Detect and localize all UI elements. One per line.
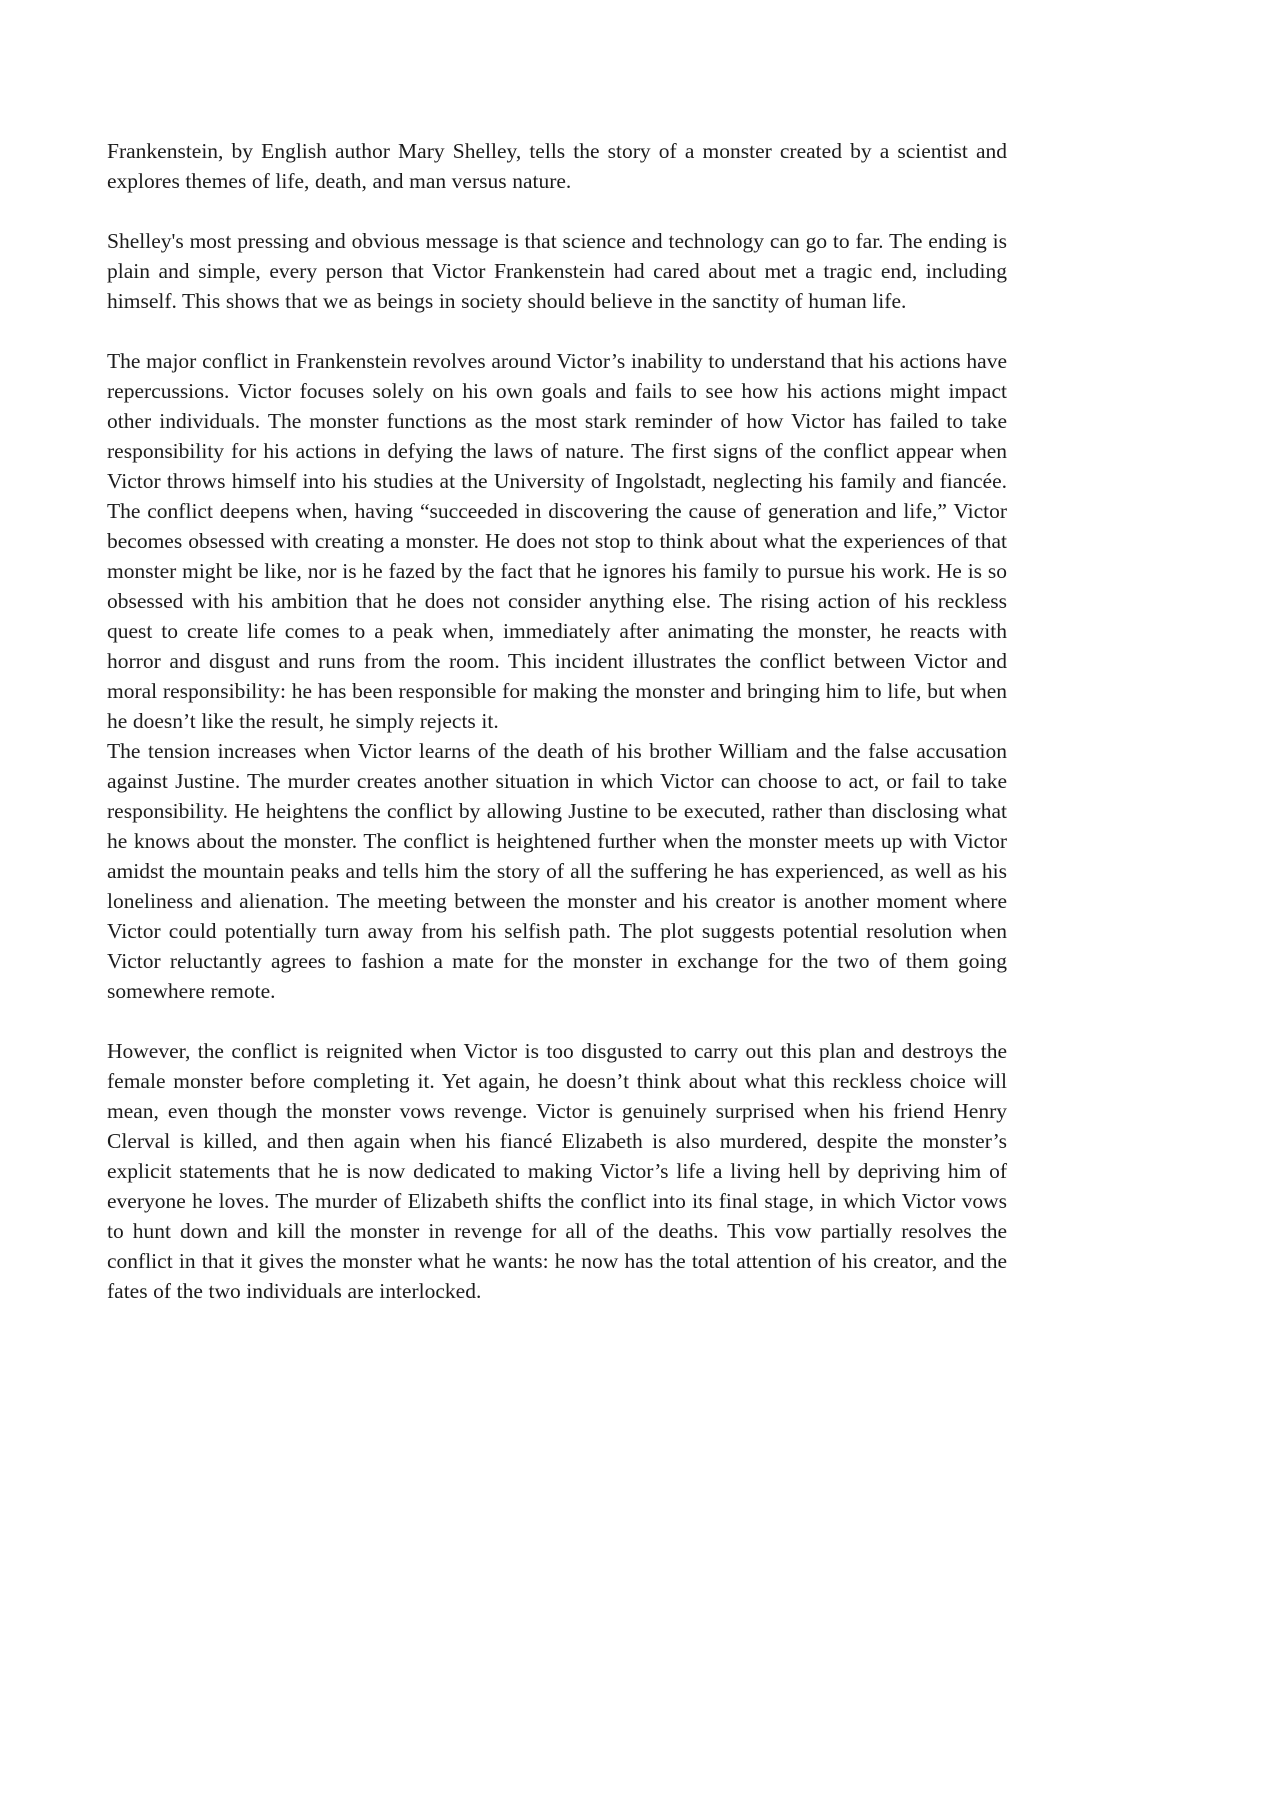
paragraph-reignited: However, the conflict is reignited when Victor is too disgusted to carry out this plan and destroys the female monster before completing it. Yet again, he doesn’t think about what this reckless choice will mean, even though the monster vows revenge. Victor is genuinely surprised when his friend Henry Clerval is killed, and then again when his fiancé Elizabeth is also murdered, despite the monster’s explicit statements that he is now dedicated to making Victor’s life a living hell by depriving him of everyone he loves. The murder of Elizabeth shifts the conflict into its final stage, in which Victor vows to hunt down and kill the monster in revenge for all of the deaths. This vow partially resolves the conflict in that it gives the monster what he wants: he now has the total attention of his creator, and the fates of the two individuals are interlocked. <box>107 1039 1007 1303</box>
paragraph-intro: Frankenstein, by English author Mary Shelley, tells the story of a monster created by a scientist and explores themes of life, death, and man versus nature. <box>107 139 1007 193</box>
paragraph-message: Shelley's most pressing and obvious message is that science and technology can go to far. The ending is plain and simple, every person that Victor Frankenstein had cared about met a tragic end, including himself. This shows that we as beings in society should believe in the sanctity of human life. <box>107 229 1007 313</box>
paragraph-major-conflict: The major conflict in Frankenstein revolves around Victor’s inability to understand that his actions have repercussions. Victor focuses solely on his own goals and fails to see how his actions might impact other individuals. The monster functions as the most stark reminder of how Victor has failed to take responsibility for his actions in defying the laws of nature. The first signs of the conflict appear when Victor throws himself into his studies at the University of Ingolstadt, neglecting his family and fiancée. The conflict deepens when, having “succeeded in discovering the cause of generation and life,” Victor becomes obsessed with creating a monster. He does not stop to think about what the experiences of that monster might be like, nor is he fazed by the fact that he ignores his family to pursue his work. He is so obsessed with his ambition that he does not consider anything else. The rising action of his reckless quest to create life comes to a peak when, immediately after animating the monster, he reacts with horror and disgust and runs from the room. This incident illustrates the conflict between Victor and moral responsibility: he has been responsible for making the monster and bringing him to life, but when he doesn’t like the result, he simply rejects it. <box>107 349 1007 733</box>
paragraph-tension: The tension increases when Victor learns of the death of his brother William and the false accusation against Justine. The murder creates another situation in which Victor can choose to act, or fail to take responsibility. He heightens the conflict by allowing Justine to be executed, rather than disclosing what he knows about the monster. The conflict is heightened further when the monster meets up with Victor amidst the mountain peaks and tells him the story of all the suffering he has experienced, as well as his loneliness and alienation. The meeting between the monster and his creator is another moment where Victor could potentially turn away from his selfish path. The plot suggests potential resolution when Victor reluctantly agrees to fashion a mate for the monster in exchange for the two of them going somewhere remote. <box>107 739 1007 1003</box>
document-text-body <box>107 136 1007 1306</box>
